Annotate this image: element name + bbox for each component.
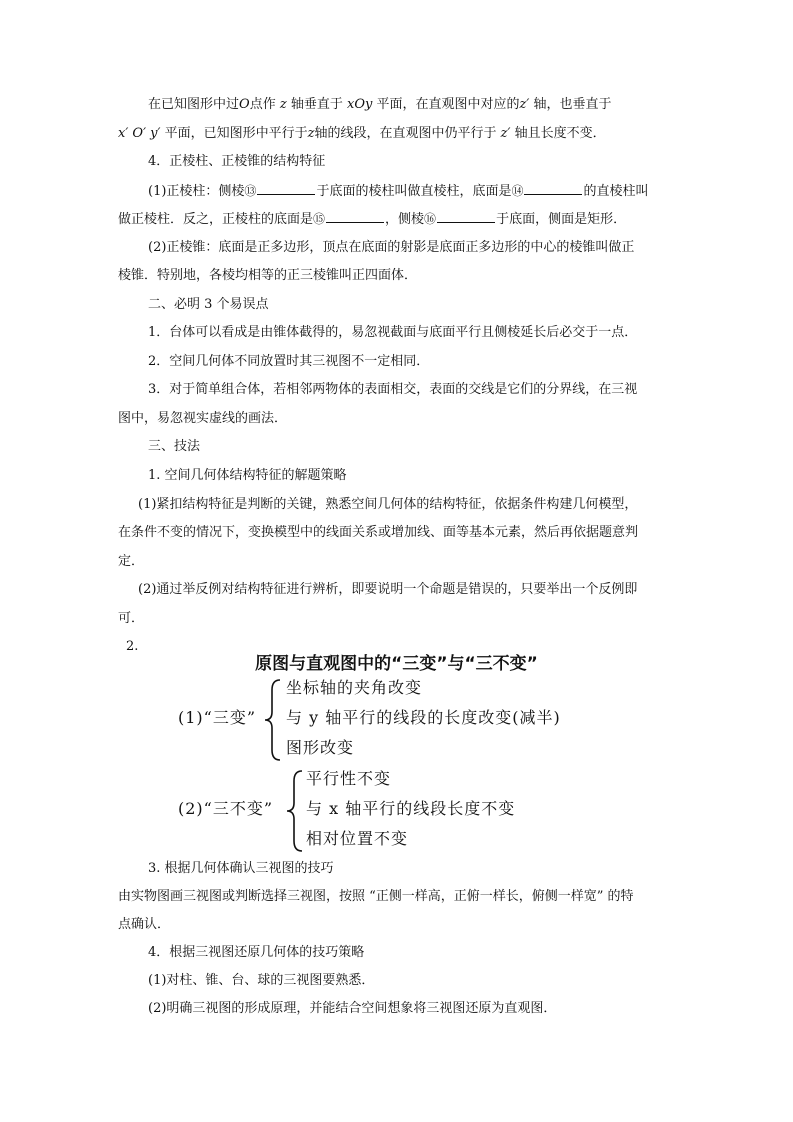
technique-1-para2-line2: 可． bbox=[118, 611, 145, 626]
fill-blank bbox=[437, 210, 495, 223]
fill-blank bbox=[524, 182, 582, 195]
blank-number: ⑬ bbox=[244, 184, 257, 198]
text: (1)正棱柱：侧棱 bbox=[148, 184, 245, 199]
text: ，侧棱 bbox=[385, 212, 425, 227]
section-heading-errors: 二、必明 3 个易误点 bbox=[148, 297, 269, 312]
text: z′ bbox=[519, 97, 530, 112]
para-z-axis-line2 bbox=[118, 125, 606, 143]
text: z′ bbox=[500, 126, 511, 141]
text: 轴的线段，在直观图中仍平行于 bbox=[314, 126, 497, 141]
text: 点作 bbox=[249, 97, 276, 112]
section-heading-4: 4．正棱柱、正棱锥的结构特征 bbox=[148, 154, 326, 169]
figure-group1-item-1: 坐标轴的夹角改变 bbox=[286, 678, 423, 697]
prism-line1 bbox=[148, 182, 648, 201]
figure-group1-item-2: 与 y 轴平行的线段的长度改变(减半) bbox=[286, 708, 561, 727]
technique-3-para-line1: 由实物图画三视图或判断选择三视图，按照 “正侧一样高，正俯一样长，俯侧一样宽” 的特 bbox=[118, 889, 634, 904]
technique-1-para1-line2: 在条件不变的情况下，变换模型中的线面关系或增加线、面等基本元素，然后再依据题意判 bbox=[118, 525, 639, 540]
text: z bbox=[279, 97, 287, 112]
error-point-3-line2: 图中，易忽视实虚线的画法． bbox=[118, 411, 288, 426]
technique-3-heading: 3. 根据几何体确认三视图的技巧 bbox=[148, 861, 334, 876]
technique-4-point-2: (2)明确三视图的形成原理，并能结合空间想象将三视图还原为直观图． bbox=[148, 1001, 557, 1016]
prism-line2 bbox=[118, 210, 626, 229]
technique-1-heading: 1. 空间几何体结构特征的解题策略 bbox=[148, 468, 347, 483]
text: 平面，已知图形中平行于 bbox=[164, 126, 308, 141]
left-brace-icon bbox=[284, 769, 306, 853]
figure-title: 原图与直观图中的“三变”与“三不变” bbox=[255, 654, 538, 674]
text: 轴垂直于 bbox=[290, 97, 343, 112]
text: x′ O′ y′ bbox=[118, 126, 161, 141]
technique-4-heading: 4．根据三视图还原几何体的技巧策略 bbox=[148, 945, 365, 960]
technique-3-para-line2: 点确认． bbox=[118, 917, 171, 932]
text: 轴，也垂直于 bbox=[533, 97, 612, 112]
text: 做正棱柱．反之，正棱柱的底面是 bbox=[118, 212, 314, 227]
technique-2-number: 2. bbox=[126, 639, 139, 654]
error-point-1: 1．台体可以看成是由锥体截得的，易忽视截面与底面平行且侧棱延长后必交于一点． bbox=[148, 325, 638, 340]
fill-blank bbox=[326, 210, 384, 223]
figure-group2-label: (2)“三不变” bbox=[178, 799, 274, 818]
blank-number: ⑭ bbox=[511, 184, 524, 198]
text: xOy bbox=[347, 97, 373, 112]
fill-blank bbox=[257, 182, 315, 195]
blank-number: ⑯ bbox=[424, 212, 437, 226]
technique-1-para2-line1: (2)通过举反例对结构特征进行辨析，即要说明一个命题是错误的，只要举出一个反例即 bbox=[138, 582, 638, 597]
technique-1-para1-line3: 定． bbox=[118, 554, 145, 569]
figure-group2-item-3: 相对位置不变 bbox=[306, 829, 409, 848]
text: 于底面，侧面是矩形． bbox=[496, 212, 627, 227]
blank-number: ⑮ bbox=[313, 212, 326, 226]
section-heading-techniques: 三、技法 bbox=[148, 439, 201, 454]
para-z-axis-line1 bbox=[148, 96, 611, 114]
text: 在已知图形中过 bbox=[148, 97, 240, 112]
text: 于底面的棱柱叫做直棱柱，底面是 bbox=[316, 184, 512, 199]
error-point-3-line1: 3．对于简单组合体，若相邻两物体的表面相交，表面的交线是它们的分界线，在三视 bbox=[148, 382, 638, 397]
text: 的直棱柱叫 bbox=[583, 184, 649, 199]
pyramid-line1: (2)正棱锥：底面是正多边形，顶点在底面的射影是底面正多边形的中心的棱锥叫做正 bbox=[148, 240, 635, 255]
text: 平面，在直观图中对应的 bbox=[376, 97, 520, 112]
figure-group2-item-2: 与 x 轴平行的线段长度不变 bbox=[306, 799, 516, 818]
text: O bbox=[239, 97, 250, 112]
figure-group2-item-1: 平行性不变 bbox=[306, 769, 392, 788]
technique-1-para1-line1: (1)紧扣结构特征是判断的关键，熟悉空间几何体的结构特征，依据条件构建几何模型， bbox=[138, 497, 638, 512]
text: z bbox=[307, 126, 315, 141]
pyramid-line2: 棱锥．特别地，各棱均相等的正三棱锥叫正四面体． bbox=[118, 268, 418, 283]
error-point-2: 2．空间几何体不同放置时其三视图不一定相同． bbox=[148, 354, 430, 369]
text: 轴且长度不变． bbox=[514, 126, 606, 141]
technique-4-point-1: (1)对柱、锥、台、球的三视图要熟悉． bbox=[148, 973, 375, 988]
left-brace-icon bbox=[262, 678, 284, 762]
figure-group1-label: (1)“三变” bbox=[178, 708, 257, 727]
figure-group1-item-3: 图形改变 bbox=[286, 738, 355, 757]
